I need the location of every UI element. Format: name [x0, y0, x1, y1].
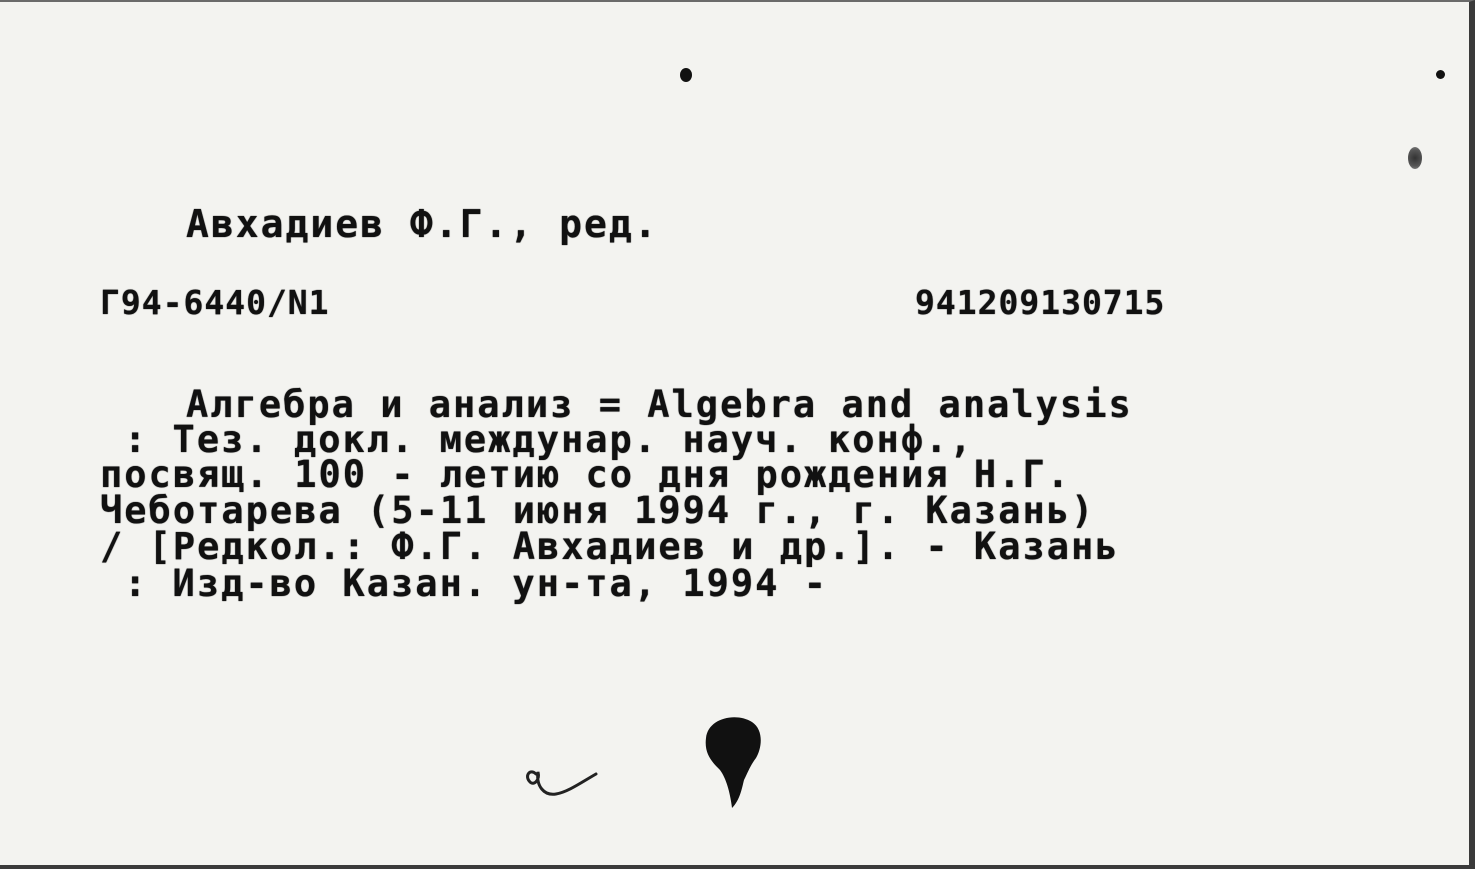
ink-speck — [1436, 70, 1445, 79]
description-line: Чеботарева (5-11 июня 1994 г., г. Казань) — [100, 489, 1096, 532]
description-line: / [Редкол.: Ф.Г. Авхадиев и др.]. - Казань — [100, 525, 1120, 568]
description-line: Алгебра и анализ = Algebra and analysis — [186, 383, 1133, 426]
ink-blot-icon — [696, 708, 766, 818]
record-number: 9412091З0715 — [915, 283, 1166, 322]
punch-mark — [1408, 147, 1422, 169]
ink-speck — [680, 68, 692, 82]
call-number: Г94-6440/N1 — [100, 283, 330, 322]
card-author: Авхадиев Ф.Г., ред. — [186, 202, 659, 246]
description-line: : Тез. докл. междунар. науч. конф., — [124, 418, 974, 461]
handwritten-mark-icon — [522, 764, 602, 808]
description-line: посвящ. 100 - летию со дня рождения Н.Г. — [100, 453, 1072, 496]
description-line: : Изд-во Казан. ун-та, 1994 - — [124, 562, 829, 605]
